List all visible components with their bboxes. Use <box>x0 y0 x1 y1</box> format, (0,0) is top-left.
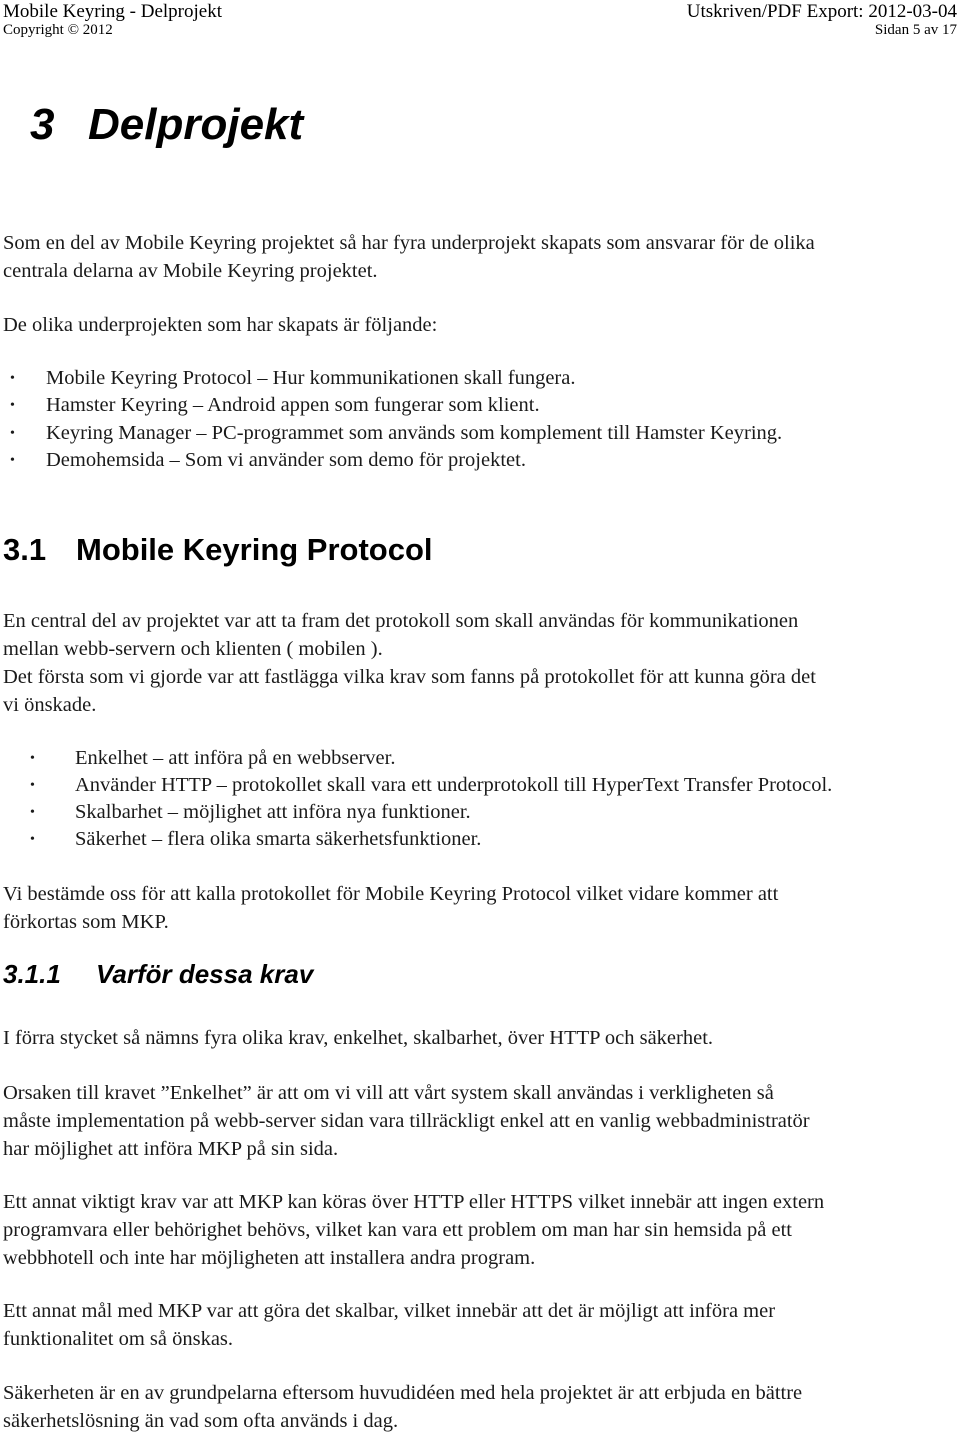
bullet-icon: • <box>30 832 35 847</box>
list-item <box>30 772 833 799</box>
section-3-1-title: Mobile Keyring Protocol <box>76 532 433 567</box>
bullet-icon: • <box>30 751 35 766</box>
header-document-title: Mobile Keyring - Delprojekt <box>3 1 222 22</box>
list-item-text: Hamster Keyring – Android appen som fungerar som klient. <box>46 394 540 417</box>
list-item-text: Mobile Keyring Protocol – Hur kommunikationen skall fungera. <box>46 367 576 389</box>
text-line: måste implementation på webb-server sidan vara tillräckligt enkel att en vanlig webbadministratör <box>3 1110 810 1132</box>
bullet-icon: • <box>30 805 35 820</box>
header-copyright: Copyright © 2012 <box>3 22 113 38</box>
section-3-intro <box>3 229 815 285</box>
list-item-text: Demohemsida – Som vi använder som demo för projektet. <box>46 448 526 471</box>
list-item-text: Skalbarhet – möjlighet att införa nya funktioner. <box>75 801 471 823</box>
subproject-list <box>10 365 783 474</box>
text-line: har möjlighet att införa MKP på sin sida. <box>3 1138 339 1160</box>
bullet-icon: • <box>30 778 35 793</box>
text-line: funktionalitet om så önskas. <box>3 1328 234 1350</box>
section-3-1-number: 3.1 <box>3 532 47 567</box>
section-3-heading <box>30 98 303 152</box>
text-line: mellan webb-servern och klienten ( mobilen ). <box>3 638 383 660</box>
list-item <box>10 392 782 419</box>
list-item-text: Säkerhet – flera olika smarta säkerhetsfunktioner. <box>75 828 482 850</box>
bullet-icon: • <box>10 452 15 468</box>
text-line: programvara eller behörighet behövs, vilket kan vara ett problem om man har sin hemsida på ett <box>3 1219 792 1241</box>
text-line: vi önskade. <box>3 694 97 716</box>
section-3-1-1-heading <box>3 957 313 991</box>
list-item <box>10 365 782 392</box>
text-line: Ett annat viktigt krav var att MKP kan köras över HTTP eller HTTPS vilket innebär att ingen extern <box>3 1191 825 1213</box>
text-line: Orsaken till kravet ”Enkelhet” är att om vi vill att vårt system skall användas i verkligheten så <box>3 1082 774 1104</box>
text-line: Säkerheten är en av grundpelarna eftersom huvudidéen med hela projektet är att erbjuda en bättre <box>3 1382 803 1404</box>
list-item-text: Använder HTTP – protokollet skall vara ett underprotokoll till HyperText Transfer Protocol. <box>75 774 833 796</box>
bullet-icon: • <box>10 371 15 386</box>
section-3-title: Delprojekt <box>88 100 304 149</box>
list-item <box>30 799 832 826</box>
bullet-icon: • <box>10 425 15 441</box>
section-3-list-intro: De olika underprojekten som har skapats är följande: <box>3 314 438 336</box>
text-line: Som en del av Mobile Keyring projektet så har fyra underprojekt skapats som ansvarar för de olika <box>3 232 815 254</box>
text-line: Det första som vi gjorde var att fastlägga vilka krav som fanns på protokollet för att kunna göra det <box>3 666 816 688</box>
list-item <box>10 447 782 474</box>
list-item-text: Keyring Manager – PC-programmet som används som komplement till Hamster Keyring. <box>46 421 783 444</box>
section-3-1-paragraph-1 <box>3 607 816 719</box>
section-3-1-1-paragraph-5 <box>3 1379 802 1435</box>
list-item <box>30 745 832 772</box>
requirements-list <box>30 745 833 853</box>
text-line: Vi bestämde oss för att kalla protokollet för Mobile Keyring Protocol vilket vidare kommer att <box>3 883 779 905</box>
list-item <box>10 420 783 447</box>
section-3-1-1-paragraph-2 <box>3 1079 810 1163</box>
list-item <box>30 826 832 853</box>
text-line: I förra stycket så nämns fyra olika krav, enkelhet, skalbarhet, över HTTP och säkerhet. <box>3 1027 714 1049</box>
bullet-icon: • <box>10 398 15 414</box>
text-line: webbhotell och inte har möjligheten att installera andra program. <box>3 1247 536 1269</box>
text-line: förkortas som MKP. <box>3 911 169 933</box>
text-line: centrala delarna av Mobile Keyring projektet. <box>3 260 378 282</box>
section-3-1-1-paragraph-4 <box>3 1297 775 1353</box>
text-line: Ett annat mål med MKP var att göra det skalbar, vilket innebär att det är möjligt att införa mer <box>3 1300 776 1322</box>
section-3-1-1-paragraph-3 <box>3 1188 824 1272</box>
section-3-number: 3 <box>30 100 55 149</box>
header-page-number: Sidan 5 av 17 <box>874 22 957 38</box>
text-line: En central del av projektet var att ta fram det protokoll som skall användas för kommunikationen <box>3 610 799 632</box>
section-3-1-paragraph-2 <box>3 880 778 936</box>
section-3-1-1-number: 3.1.1 <box>3 959 61 989</box>
section-3-1-1-paragraph-1 <box>3 1024 713 1052</box>
section-3-1-1-title: Varför dessa krav <box>96 959 314 989</box>
text-line: säkerhetslösning än vad som ofta används i dag. <box>3 1410 399 1432</box>
list-item-text: Enkelhet – att införa på en webbserver. <box>75 747 396 769</box>
section-3-1-heading <box>3 530 433 570</box>
header-export-date: Utskriven/PDF Export: 2012-03-04 <box>686 1 957 22</box>
